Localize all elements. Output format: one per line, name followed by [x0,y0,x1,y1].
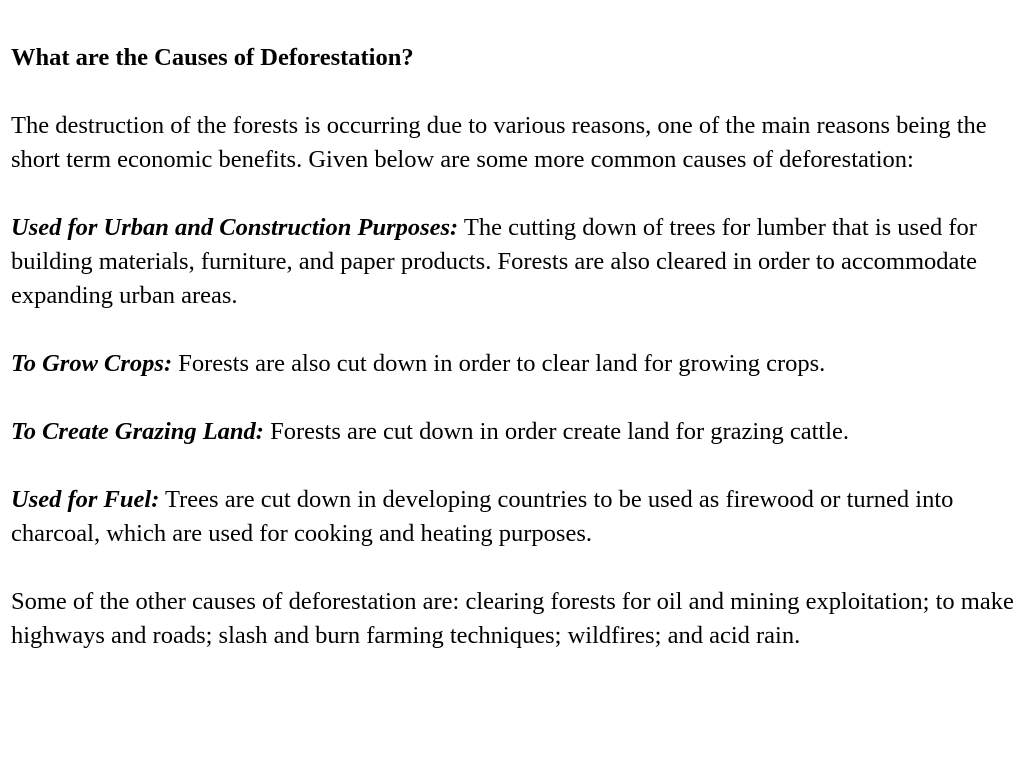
spacer [11,75,1019,109]
page-title: What are the Causes of Deforestation? [11,44,414,71]
cause-paragraph-grazing [11,415,1019,449]
cause-label: To Create Grazing Land: [11,418,264,445]
cause-text: The cutting down of trees for lumber that is used for building materials, furniture, and paper products. Forests are also cleared in order to accommodate expanding urban areas. [11,214,978,309]
spacer [11,381,1019,415]
spacer [11,551,1019,585]
spacer [11,449,1019,483]
spacer [11,313,1019,347]
cause-text: Forests are also cut down in order to clear land for growing crops. [172,350,826,377]
document-body [11,41,1019,653]
conclusion-paragraph: Some of the other causes of deforestation are: clearing forests for oil and mining exploitation; to make highways and roads; slash and burn farming techniques; wildfires; and acid rain. [11,588,1014,649]
cause-paragraph-crops [11,347,1019,381]
intro-paragraph: The destruction of the forests is occurring due to various reasons, one of the main reasons being the short term economic benefits. Given below are some more common causes of deforestation: [11,112,987,173]
spacer [11,177,1019,211]
cause-text: Forests are cut down in order create land for grazing cattle. [263,418,850,445]
cause-text: Trees are cut down in developing countries to be used as firewood or turned into charcoal, which are used for cooking and heating purposes. [11,486,954,547]
cause-paragraph-fuel [11,483,1019,551]
cause-label: To Grow Crops: [11,350,173,377]
cause-label: Used for Urban and Construction Purposes: [11,214,459,241]
cause-paragraph-urban [11,211,1019,313]
cause-label: Used for Fuel: [11,486,160,513]
